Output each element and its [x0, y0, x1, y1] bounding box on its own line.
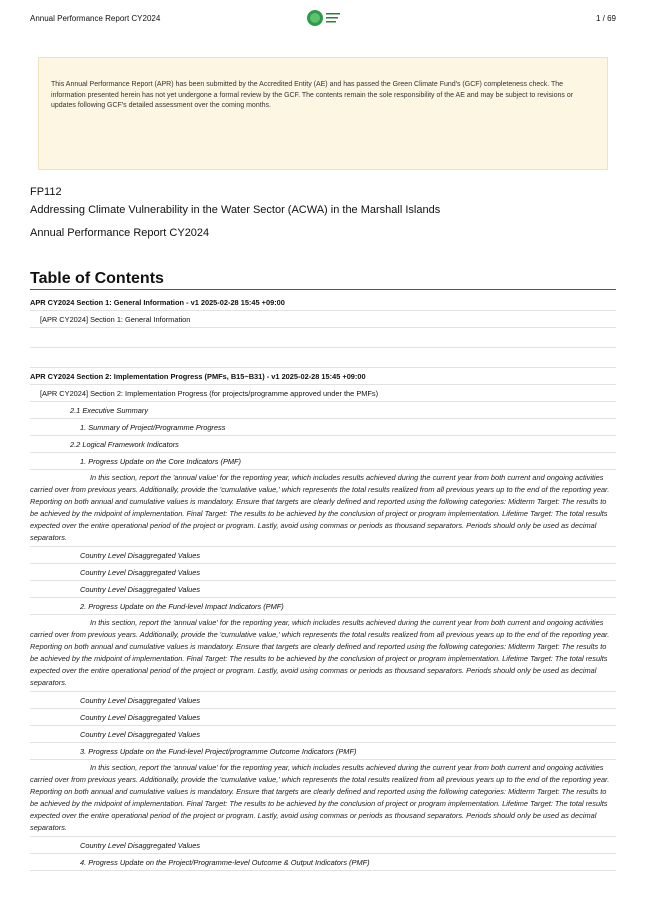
toc-item-country-values[interactable]: Country Level Disaggregated Values — [30, 547, 616, 564]
gcf-logo — [306, 8, 346, 30]
toc-spacer — [30, 328, 616, 348]
page-header — [30, 14, 616, 26]
toc-item-implementation[interactable]: [APR CY2024] Section 2: Implementation Progress (for projects/programme approved under the PMFs) — [30, 385, 616, 402]
header-title: Annual Performance Report CY2024 — [30, 14, 161, 23]
toc-item-outcome-indicators[interactable]: 3. Progress Update on the Fund-level Project/programme Outcome Indicators (PMF) — [30, 743, 616, 760]
toc-item-core-indicators[interactable]: 1. Progress Update on the Core Indicators (PMF) — [30, 453, 616, 470]
toc-item-output-indicators[interactable]: 4. Progress Update on the Project/Programme-level Outcome & Output Indicators (PMF) — [30, 854, 616, 871]
toc-heading: Table of Contents — [30, 270, 616, 290]
toc-item-logframe[interactable]: 2.2 Logical Framework Indicators — [30, 436, 616, 453]
toc-section-1[interactable]: APR CY2024 Section 1: General Information - v1 2025-02-28 15:45 +09:00 — [30, 294, 616, 311]
toc-item-exec-summary[interactable]: 2.1 Executive Summary — [30, 402, 616, 419]
toc-spacer — [30, 348, 616, 368]
toc-item-country-values[interactable]: Country Level Disaggregated Values — [30, 837, 616, 854]
toc-instruction-text: In this section, report the 'annual value' for the reporting year, which includes results achieved during the current year from both current and ongoing activities carried over from previous years. Additionally, provide the 'cumulative value,' which represents the total results realized from all previous years up to the end of the reporting year. Reporting on both annual and cumulative values is mandatory. Ensure that targets are clearly defined and reported using the following categories: Midterm Target: The results to be achieved by the midpoint of implementation. Final Target: The results to be achieved by the conclusion of project or program implementation. Lifetime Target: The total results expected over the entire operational period of the project or program. Lastly, avoid using commas or periods as thousand separators. Periods should only be used as decimal separators. — [30, 615, 616, 692]
toc-item-country-values[interactable]: Country Level Disaggregated Values — [30, 709, 616, 726]
review-notice: This Annual Performance Report (APR) has been submitted by the Accredited Entity (AE) and has passed the Green Climate Fund's (GCF) completeness check. The information presented herein has not yet undergone a formal review by the GCF. The contents remain the sole responsibility of the AE and may be subject to revisions or updates following GCF's detailed assessment over the coming months. — [38, 57, 608, 170]
report-title: Annual Performance Report CY2024 — [30, 227, 210, 239]
toc-item-country-values[interactable]: Country Level Disaggregated Values — [30, 564, 616, 581]
toc-instruction-text: In this section, report the 'annual value' for the reporting year, which includes results achieved during the current year from both current and ongoing activities carried over from previous years. Additionally, provide the 'cumulative value,' which represents the total results realized from all previous years up to the end of the reporting year. Reporting on both annual and cumulative values is mandatory. Ensure that targets are clearly defined and reported using the following categories: Midterm Target: The results to be achieved by the midpoint of implementation. Final Target: The results to be achieved by the conclusion of project or program implementation. Lifetime Target: The total results expected over the entire operational period of the project or program. Lastly, avoid using commas or periods as thousand separators. Periods should only be used as decimal separators. — [30, 760, 616, 837]
toc-item-country-values[interactable]: Country Level Disaggregated Values — [30, 726, 616, 743]
project-title: Addressing Climate Vulnerability in the Water Sector (ACWA) in the Marshall Islands — [30, 204, 441, 216]
toc-instruction-text: In this section, report the 'annual value' for the reporting year, which includes results achieved during the current year from both current and ongoing activities carried over from previous years. Additionally, provide the 'cumulative value,' which represents the total results realized from all previous years up to the end of the reporting year. Reporting on both annual and cumulative values is mandatory. Ensure that targets are clearly defined and reported using the following categories: Midterm Target: The results to be achieved by the midpoint of implementation. Final Target: The results to be achieved by the conclusion of project or program implementation. Lifetime Target: The total results expected over the entire operational period of the project or program. Lastly, avoid using commas or periods as thousand separators. Periods should only be used as decimal separators. — [30, 470, 616, 547]
toc-item-impact-indicators[interactable]: 2. Progress Update on the Fund-level Impact Indicators (PMF) — [30, 598, 616, 615]
project-code: FP112 — [30, 186, 62, 198]
toc-section-2[interactable]: APR CY2024 Section 2: Implementation Progress (PMFs, B15~B31) - v1 2025-02-28 15:45 +09:00 — [30, 368, 616, 385]
toc-item-summary[interactable]: 1. Summary of Project/Programme Progress — [30, 419, 616, 436]
toc-item-general-info[interactable]: [APR CY2024] Section 1: General Information — [30, 311, 616, 328]
toc-item-country-values[interactable]: Country Level Disaggregated Values — [30, 581, 616, 598]
toc-item-country-values[interactable]: Country Level Disaggregated Values — [30, 692, 616, 709]
table-of-contents — [30, 294, 616, 871]
page-number: 1 / 69 — [595, 14, 616, 23]
